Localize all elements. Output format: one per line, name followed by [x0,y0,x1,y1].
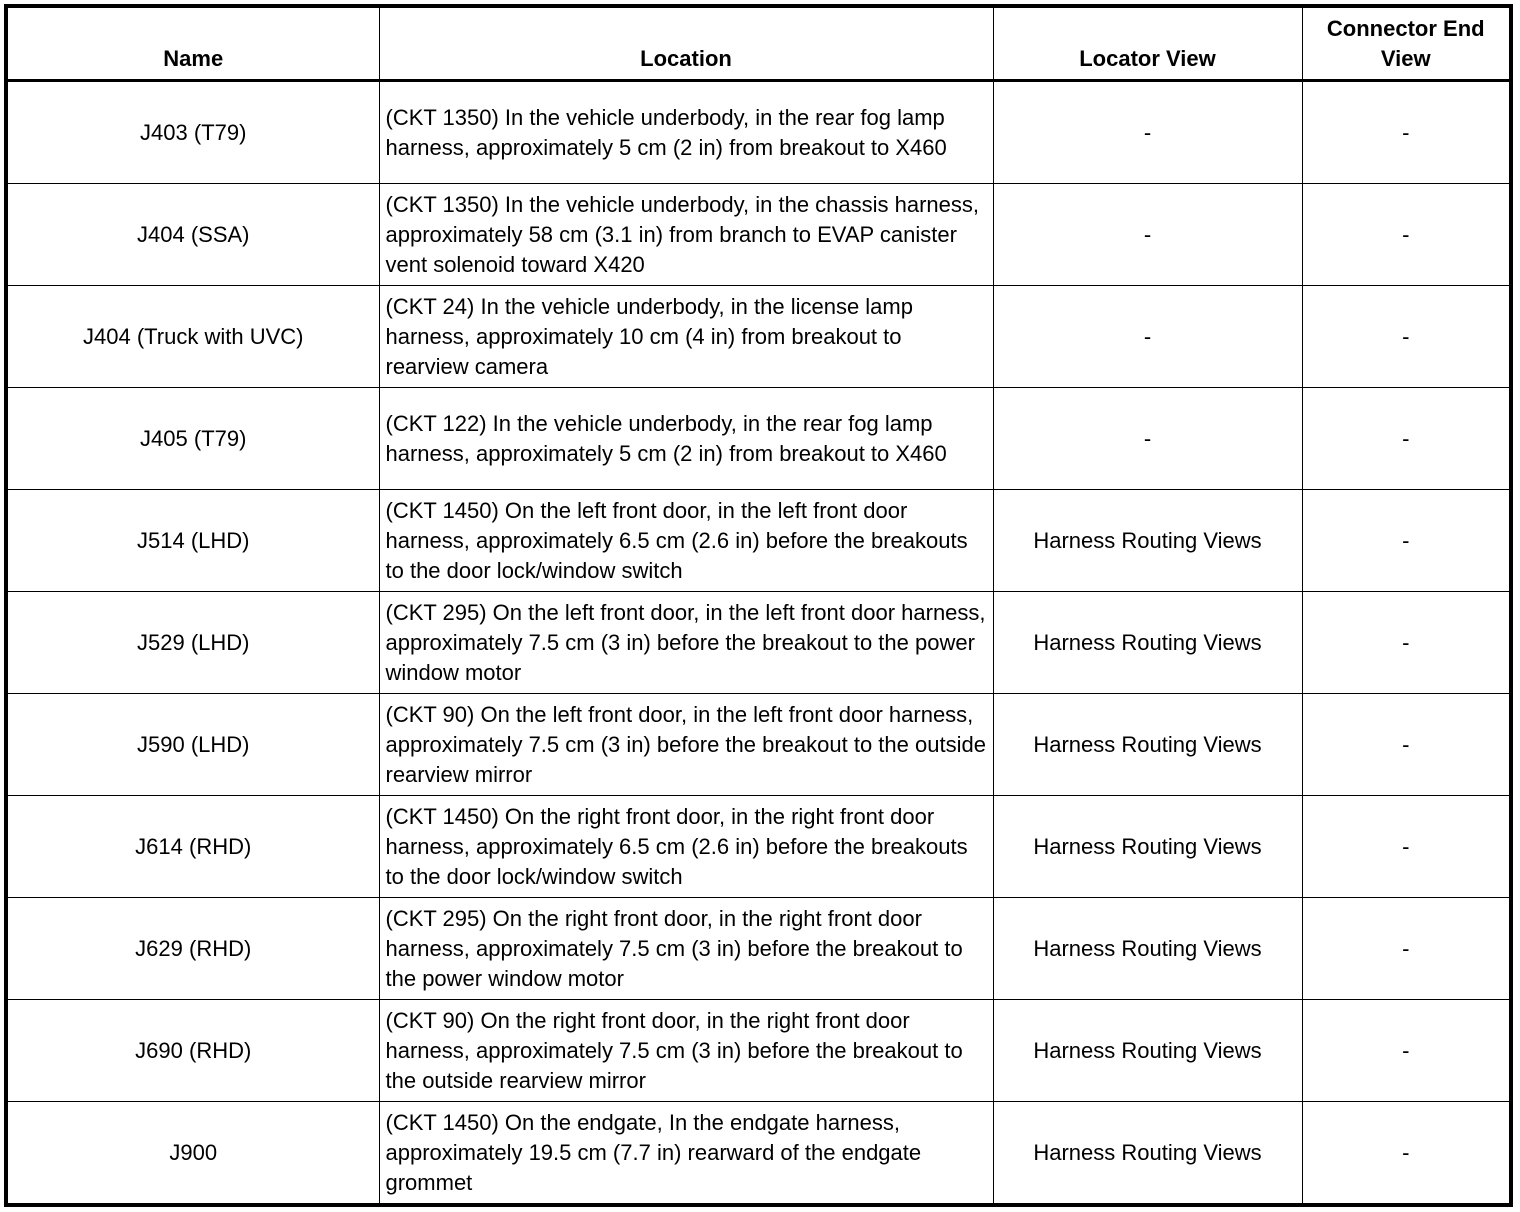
cell-locator-view: - [993,286,1302,388]
cell-locator-view: Harness Routing Views [993,592,1302,694]
cell-locator-view: Harness Routing Views [993,1000,1302,1102]
cell-locator-view: Harness Routing Views [993,898,1302,1000]
cell-locator-view: - [993,388,1302,490]
table-row [6,81,1511,184]
cell-locator-view: Harness Routing Views [993,490,1302,592]
table-row [6,490,1511,592]
cell-connector-end-view: - [1302,490,1511,592]
cell-name: J403 (T79) [6,81,379,184]
cell-connector-end-view: - [1302,286,1511,388]
cell-location: (CKT 1350) In the vehicle underbody, in the rear fog lamp harness, approximately 5 cm (2 in) from breakout to X460 [379,81,993,184]
cell-connector-end-view: - [1302,184,1511,286]
cell-locator-view: - [993,184,1302,286]
cell-location: (CKT 24) In the vehicle underbody, in the license lamp harness, approximately 10 cm (4 in) from breakout to rearview camera [379,286,993,388]
table-row [6,898,1511,1000]
header-locator-view: Locator View [993,6,1302,81]
cell-connector-end-view: - [1302,388,1511,490]
cell-location: (CKT 295) On the left front door, in the left front door harness, approximately 7.5 cm (3 in) before the breakout to the power window motor [379,592,993,694]
cell-location: (CKT 1450) On the endgate, In the endgate harness, approximately 19.5 cm (7.7 in) rearward of the endgate grommet [379,1102,993,1206]
table-row [6,1000,1511,1102]
cell-connector-end-view: - [1302,81,1511,184]
cell-location: (CKT 295) On the right front door, in the right front door harness, approximately 7.5 cm (3 in) before the breakout to the power window motor [379,898,993,1000]
header-row [6,6,1511,81]
table-row [6,796,1511,898]
cell-name: J614 (RHD) [6,796,379,898]
cell-connector-end-view: - [1302,898,1511,1000]
cell-name: J629 (RHD) [6,898,379,1000]
cell-name: J404 (SSA) [6,184,379,286]
cell-location: (CKT 90) On the left front door, in the left front door harness, approximately 7.5 cm (3 in) before the breakout to the outside rearview mirror [379,694,993,796]
table-row [6,286,1511,388]
cell-connector-end-view: - [1302,1102,1511,1206]
connector-location-table [4,4,1513,1207]
cell-connector-end-view: - [1302,592,1511,694]
cell-connector-end-view: - [1302,1000,1511,1102]
table-row [6,1102,1511,1206]
cell-locator-view: - [993,81,1302,184]
table-row [6,592,1511,694]
table-row [6,184,1511,286]
cell-name: J590 (LHD) [6,694,379,796]
cell-locator-view: Harness Routing Views [993,796,1302,898]
cell-locator-view: Harness Routing Views [993,694,1302,796]
cell-name: J405 (T79) [6,388,379,490]
cell-locator-view: Harness Routing Views [993,1102,1302,1206]
cell-name: J404 (Truck with UVC) [6,286,379,388]
table-row [6,388,1511,490]
cell-location: (CKT 122) In the vehicle underbody, in the rear fog lamp harness, approximately 5 cm (2 in) from breakout to X460 [379,388,993,490]
cell-location: (CKT 1450) On the left front door, in the left front door harness, approximately 6.5 cm (2.6 in) before the breakouts to the door lock/window switch [379,490,993,592]
header-connector-end-view: Connector End View [1302,6,1511,81]
header-name: Name [6,6,379,81]
cell-name: J514 (LHD) [6,490,379,592]
header-location: Location [379,6,993,81]
cell-connector-end-view: - [1302,796,1511,898]
cell-connector-end-view: - [1302,694,1511,796]
cell-location: (CKT 1450) On the right front door, in the right front door harness, approximately 6.5 cm (2.6 in) before the breakouts to the door lock/window switch [379,796,993,898]
cell-location: (CKT 1350) In the vehicle underbody, in the chassis harness, approximately 58 cm (3.1 in) from branch to EVAP canister vent solenoid toward X420 [379,184,993,286]
cell-name: J900 [6,1102,379,1206]
cell-name: J690 (RHD) [6,1000,379,1102]
cell-location: (CKT 90) On the right front door, in the right front door harness, approximately 7.5 cm (3 in) before the breakout to the outside rearview mirror [379,1000,993,1102]
cell-name: J529 (LHD) [6,592,379,694]
table-row [6,694,1511,796]
